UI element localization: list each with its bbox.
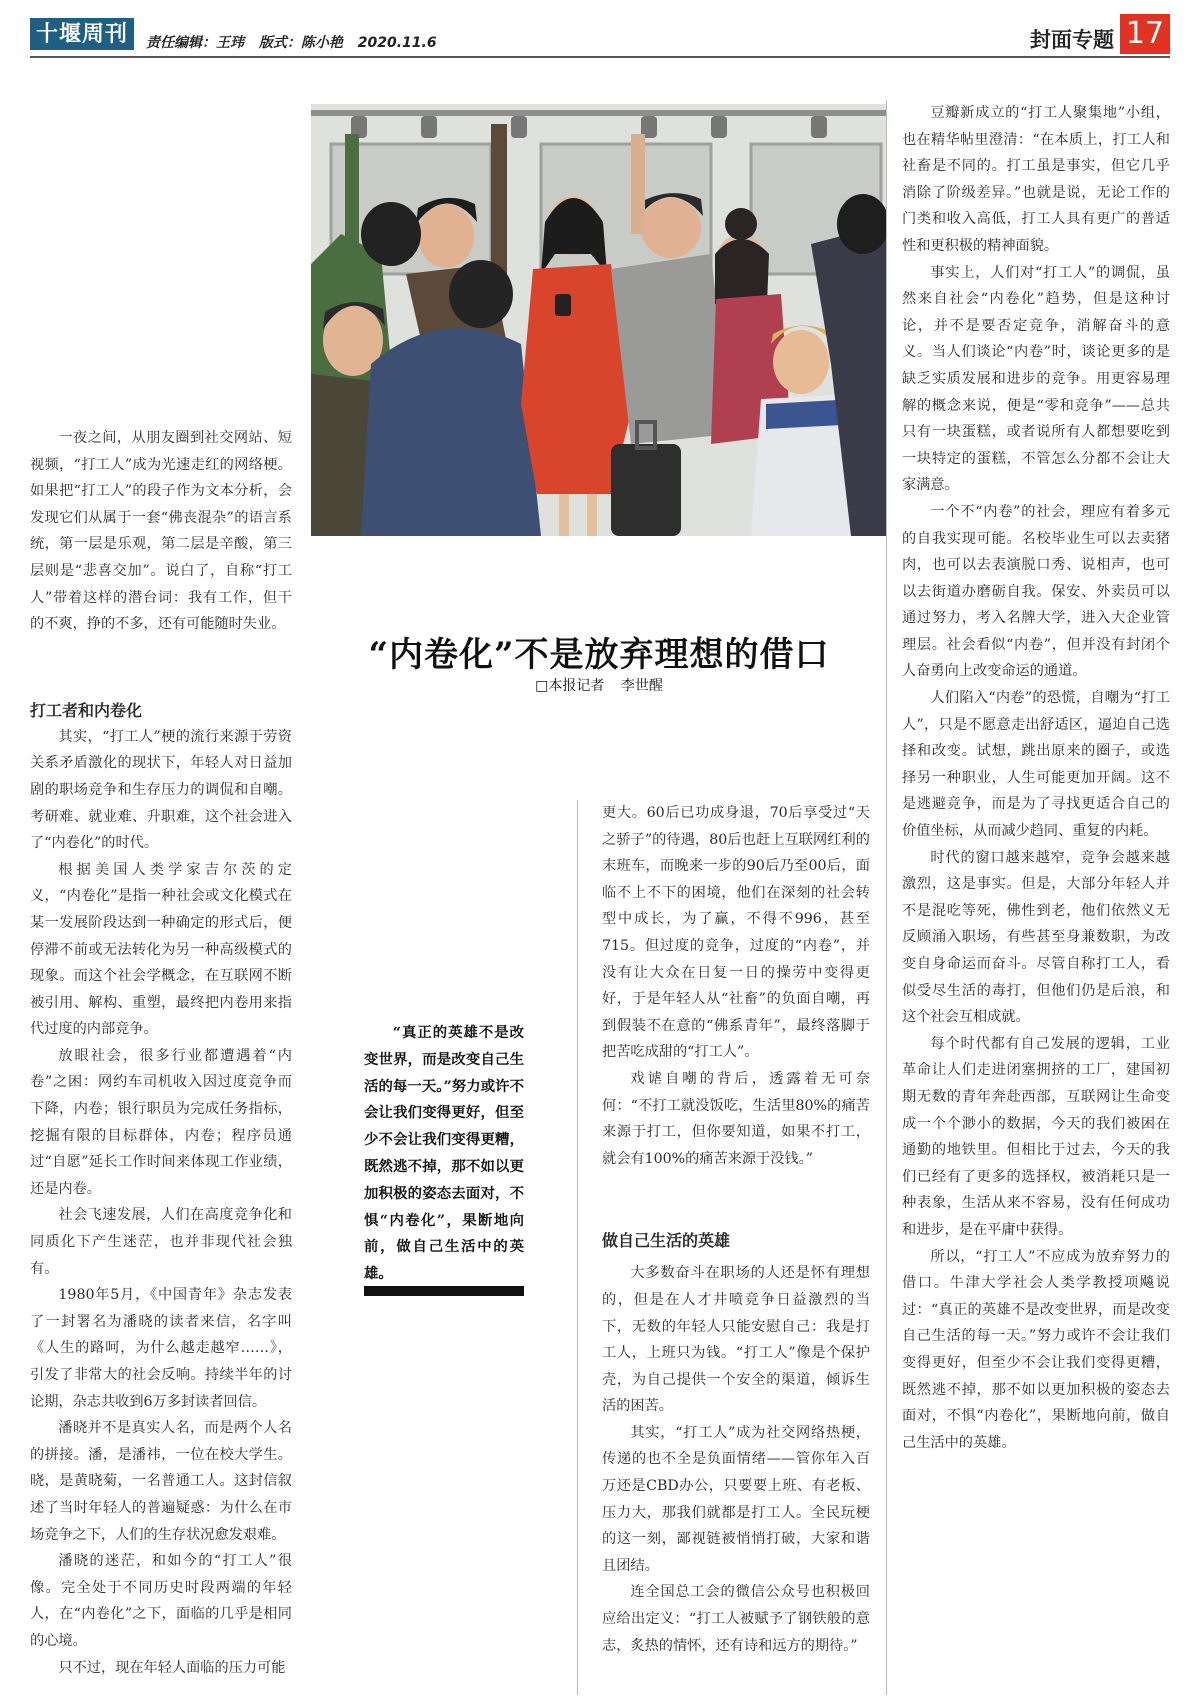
paragraph: 更大。60后已功成身退，70后享受过“天之骄子”的待遇，80后也赶上互联网红利的末班车，而晚来一步的90后乃至00后，面临不上不下的困境，他们在深刻的社会转型中成长，为了赢，不得不996，甚至715。但过度的竞争，过度的“内卷”，并没有让大众在日复一日的操劳中变得更好，于是年轻人从“社畜”的负面自嘲，再到假装不在意的“佛系青年”，最终落脚于把苦吃成甜的“打工人”。 — [602, 805, 870, 1061]
editor-credits — [146, 32, 447, 52]
subheading: 做自己生活的英雄 — [602, 1231, 731, 1251]
header-rule — [30, 56, 1170, 58]
paragraph: 放眼社会，很多行业都遭遇着“内卷”之困：网约车司机收入因过度竞争而下降，内卷；银行职员为完成任务指标，挖掘有限的目标群体，内卷；程序员通过“自愿”延长工作时间来体现工作业绩，还是内卷。 — [30, 1047, 292, 1197]
paragraph: 所以，“打工人”不应成为放弃努力的借口。牛津大学社会人类学教授项飚说过：“真正的英雄不是改变世界，而是改变自己生活的每一天。”努力或许不会让我们变得更好，但至少不会让我们变得更糟，既然逃不掉，那不如以更加积极的姿态去面对，不惧“内卷化”，果断地向前，做自己生活中的英雄。 — [902, 1248, 1170, 1451]
paragraph: 一夜之间，从朋友圈到社交网站、短视频，“打工人”成为光速走红的网络梗。如果把“打工人”的段子作为文本分析，会发现它们从属于一套“佛丧混杂”的语言系统，第一层是乐观，第二层是辛酸，第三层则是“悲喜交加”。说白了，自称“打工人”带着这样的潜台词：我有工作，但干的不爽，挣的不多，还有可能随时失业。 — [30, 430, 292, 633]
issue-date: 2020.11.6 — [357, 35, 437, 51]
subheading: 打工者和内卷化 — [30, 700, 143, 720]
paragraph: 根据美国人类学家吉尔茨的定义，“内卷化”是指一种社会或文化模式在某一发展阶段达到一种确定的形式后，便停滞不前或无法转化为另一种高级模式的现象。而这个社会学概念，在互联网不断被引用、解构、重塑，最终把内卷用来指代过度的内部竞争。 — [30, 861, 292, 1038]
paragraph: 一个不“内卷”的社会，理应有着多元的自我实现可能。名校毕业生可以去卖猪肉，也可以去表演脱口秀、说相声，也可以去街道办磨砺自我。保安、外卖员可以通过努力，考入名牌大学，进入大企业管理层。社会看似“内卷”，但并没有封闭个人奋勇向上改变命运的通道。 — [902, 503, 1170, 680]
paragraph: 其实，“打工人”梗的流行来源于劳资关系矛盾激化的现状下，年轻人对日益加剧的职场竞争和生存压力的调侃和自嘲。考研难、就业难、升职难，这个社会进入了“内卷化”的时代。 — [30, 728, 292, 852]
layout-designer: 版式：陈小艳 — [258, 35, 343, 51]
article-headline: “内卷化”不是放弃理想的借口 — [368, 635, 830, 675]
subway-crowd-illustration — [311, 104, 887, 536]
byline-author: 李世醒 — [620, 678, 663, 694]
column-divider — [577, 800, 578, 1695]
pull-quote-bar — [364, 1286, 524, 1296]
paragraph: 时代的窗口越来越窄，竞争会越来越激烈，这是事实。但是，大部分年轻人并不是混吃等死，佛性到老，他们依然义无反顾涌入职场，有些甚至身兼数职，为改变自身命运而奋斗。尽管自称打工人，看似受尽生活的毒打，但他们仍是后浪，和这个社会互相成就。 — [902, 849, 1170, 1026]
article-byline — [311, 675, 887, 695]
paragraph: 只不过，现在年轻人面临的压力可能 — [58, 1659, 286, 1676]
pull-quote-text: “真正的英雄不是改变世界，而是改变自己生活的每一天。”努力或许不会让我们变得更好，但至少不会让我们变得更糟，既然逃不掉，那不如以更加积极的姿态去面对，不惧“内卷化”，果断地向前，做自己生活中的英雄。 — [364, 1024, 524, 1283]
article-column-4 — [902, 100, 1170, 1700]
paragraph: 1980年5月，《中国青年》杂志发表了一封署名为潘晓的读者来信，名字叫《人生的路呵，为什么越走越窄……》，引发了非常大的社会反响。持续半年的讨论期，杂志共收到6万多封读者回信。 — [30, 1287, 292, 1410]
page-header — [30, 14, 1170, 56]
paragraph: 其实，“打工人”成为社交网络热梗，传递的也不全是负面情绪——管你年入百万还是CBD办公，只要要上班、有老板、压力大，那我们就都是打工人。全民玩梗的这一刻，鄙视链被悄悄打破，大家和谐且团结。 — [602, 1424, 870, 1574]
pull-quote — [364, 1020, 524, 1288]
paragraph: 事实上，人们对“打工人”的调侃，虽然来自社会“内卷化”趋势，但是这种讨论，并不是要否定竞争，消解奋斗的意义。当人们谈论“内卷”时，谈论更多的是缺乏实质发展和进步的竞争。用更容易理解的概念来说，便是“零和竞争”——总共只有一块蛋糕，或者说所有人都想要吃到一块特定的蛋糕，不管怎么分都不会让大家满意。 — [902, 264, 1170, 494]
column-divider — [886, 100, 887, 1695]
paragraph: 潘晓并不是真实人名，而是两个人名的拼接。潘，是潘祎，一位在校大学生。晓，是黄晓菊，一名普通工人。这封信叙述了当时年轻人的普遍疑惑：为什么在市场竞争之下，人们的生存状况愈发艰难。 — [30, 1420, 292, 1543]
paragraph: 人们陷入“内卷”的恐慌，自嘲为“打工人”，只是不愿意走出舒适区，逼迫自己选择和改变。试想，跳出原来的圈子，或选择另一种职业，人生可能更加开阔。这不是逃避竞争，而是为了寻找更适合自己的价值坐标，从而减少趋同、重复的内耗。 — [902, 690, 1170, 840]
spacer — [602, 1172, 870, 1206]
paragraph: 豆瓣新成立的“打工人聚集地”小组，也在精华帖里澄清：“在本质上，打工人和社畜是不同的。打工虽是事实，但它几乎消除了阶级差异。”也就是说，无论工作的门类和收入高低，打工人具有更广的普适性和更积极的精神面貌。 — [902, 105, 1170, 254]
paragraph: 戏谑自嘲的背后，透露着无可奈何：“不打工就没饭吃，生活里80%的痛苦来源于打工，但你要知道，如果不打工，就会有100%的痛苦来源于没钱。” — [602, 1070, 870, 1167]
masthead-logo: 十堰周刊 — [30, 18, 134, 50]
paragraph: 社会飞速发展，人们在高度竞争化和同质化下产生迷茫，也并非现代社会独有。 — [30, 1207, 292, 1277]
page-number: 17 — [1120, 14, 1170, 54]
byline-prefix: □本报记者 — [535, 678, 605, 694]
section-title: 封面专题 — [1030, 28, 1114, 52]
spacer — [30, 638, 292, 676]
article-column-3 — [602, 800, 870, 1695]
paragraph: 每个时代都有自己发展的逻辑，工业革命让人们走进闭塞拥挤的工厂，建国初期无数的青年奔赴西部，互联网让生命变成一个个渺小的数据，今天的我们被困在通勤的地铁里。但相比于过去，今天的我们已经有了更多的选择权，被消耗只是一种表象，生活从来不容易，没有任何成功和进步，是在平庸中获得。 — [902, 1035, 1170, 1238]
paragraph: 连全国总工会的微信公众号也积极回应给出定义：“打工人被赋予了钢铁般的意志，炙热的情怀，还有诗和远方的期待。” — [602, 1584, 870, 1654]
article-column-1 — [30, 425, 292, 1695]
paragraph: 大多数奋斗在职场的人还是怀有理想的，但是在人才井喷竞争日益激烈的当下，无数的年轻人只能安慰自己：我是打工人，上班只为钱。“打工人”像是个保护壳，为自己提供一个安全的渠道，倾诉生活的困苦。 — [602, 1265, 870, 1415]
editor-name: 责任编辑：王玮 — [146, 35, 244, 51]
paragraph: 潘晓的迷茫，和如今的“打工人”很像。完全处于不同历史时段两端的年轻人，在“内卷化”之下，面临的几乎是相同的心境。 — [30, 1553, 292, 1649]
